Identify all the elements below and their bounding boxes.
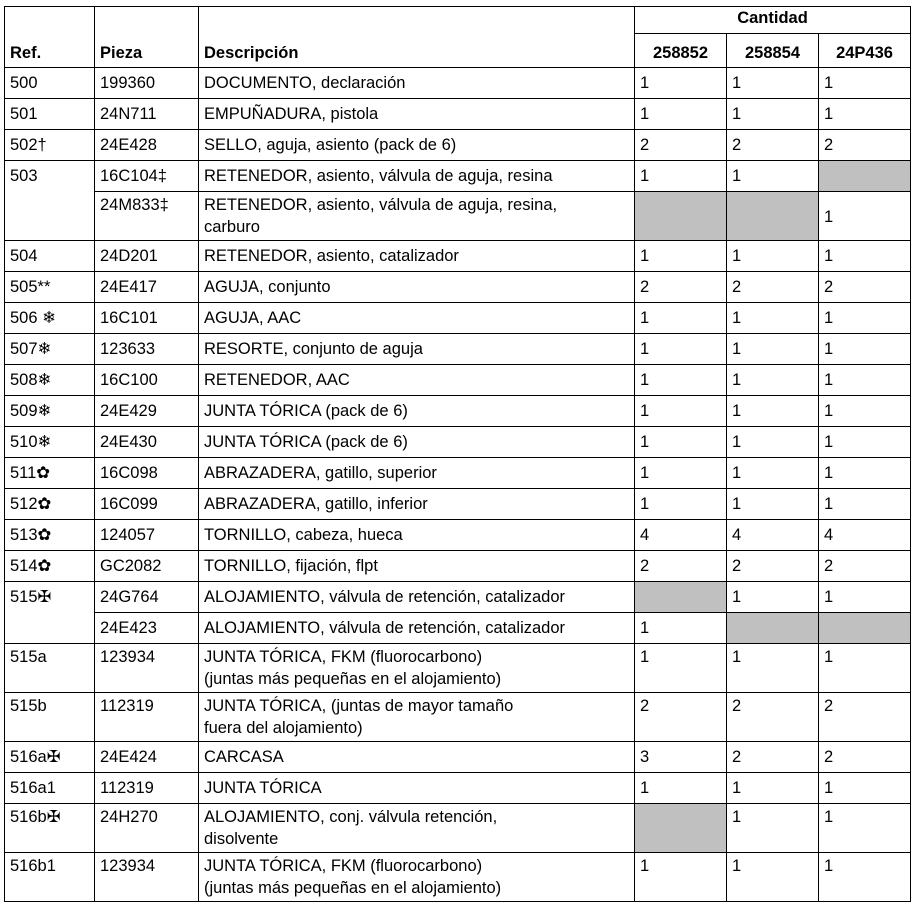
quantity-cell: 1 bbox=[819, 773, 911, 804]
description-cell bbox=[199, 241, 635, 272]
description-cell bbox=[199, 613, 635, 644]
description-line: DOCUMENTO, declaración bbox=[204, 74, 406, 92]
quantity-cell: 3 bbox=[635, 742, 727, 773]
part-number-cell: 24E417 bbox=[95, 272, 199, 303]
description-line: ABRAZADERA, gatillo, superior bbox=[204, 464, 437, 482]
quantity-cell: 2 bbox=[819, 742, 911, 773]
header-ref: Ref. bbox=[5, 7, 95, 68]
description-line: CARCASA bbox=[204, 748, 284, 766]
description-line: RETENEDOR, AAC bbox=[204, 371, 350, 389]
quantity-cell: 1 bbox=[819, 396, 911, 427]
quantity-cell: 1 bbox=[727, 489, 819, 520]
table-row bbox=[5, 334, 911, 365]
description-line: AGUJA, AAC bbox=[204, 309, 302, 327]
table-row bbox=[5, 427, 911, 458]
description-cell bbox=[199, 773, 635, 804]
description-line: (juntas más pequeñas en el alojamiento) bbox=[204, 670, 502, 688]
description-cell bbox=[199, 303, 635, 334]
ref-cell: 510❄ bbox=[5, 427, 95, 458]
table-row bbox=[5, 130, 911, 161]
description-cell bbox=[199, 272, 635, 303]
description-cell bbox=[199, 742, 635, 773]
ref-cell bbox=[5, 192, 95, 241]
ref-cell: 508❄ bbox=[5, 365, 95, 396]
table-row bbox=[5, 99, 911, 130]
quantity-cell: 1 bbox=[727, 427, 819, 458]
part-number-cell: 112319 bbox=[95, 773, 199, 804]
description-cell bbox=[199, 551, 635, 582]
ref-cell: 500 bbox=[5, 68, 95, 99]
part-number-cell: 123633 bbox=[95, 334, 199, 365]
quantity-cell: 1 bbox=[635, 853, 727, 902]
description-line: ALOJAMIENTO, conj. válvula retención, bbox=[204, 808, 498, 826]
description-line: fuera del alojamiento) bbox=[204, 719, 363, 737]
description-cell bbox=[199, 99, 635, 130]
table-row bbox=[5, 303, 911, 334]
description-line: TORNILLO, cabeza, hueca bbox=[204, 526, 403, 544]
quantity-cell: 1 bbox=[819, 804, 911, 853]
not-applicable-cell bbox=[819, 613, 911, 644]
quantity-cell: 1 bbox=[635, 458, 727, 489]
table-row bbox=[5, 520, 911, 551]
table-row bbox=[5, 68, 911, 99]
table-row bbox=[5, 241, 911, 272]
ref-cell: 509❄ bbox=[5, 396, 95, 427]
quantity-cell: 1 bbox=[727, 853, 819, 902]
description-cell bbox=[199, 161, 635, 192]
description-cell bbox=[199, 804, 635, 853]
quantity-cell: 1 bbox=[635, 365, 727, 396]
quantity-cell: 1 bbox=[819, 853, 911, 902]
quantity-cell: 2 bbox=[727, 551, 819, 582]
quantity-cell: 1 bbox=[819, 489, 911, 520]
table-row bbox=[5, 396, 911, 427]
description-line: ALOJAMIENTO, válvula de retención, catalizador bbox=[204, 588, 566, 606]
quantity-cell: 1 bbox=[727, 99, 819, 130]
ref-cell: 515b bbox=[5, 693, 95, 742]
part-number-cell: 24E424 bbox=[95, 742, 199, 773]
ref-cell: 505** bbox=[5, 272, 95, 303]
quantity-cell: 1 bbox=[635, 489, 727, 520]
quantity-cell: 1 bbox=[635, 613, 727, 644]
ref-cell: 516b✠ bbox=[5, 804, 95, 853]
description-line: disolvente bbox=[204, 830, 279, 848]
ref-cell: 512✿ bbox=[5, 489, 95, 520]
quantity-cell: 1 bbox=[727, 396, 819, 427]
part-number-cell: 24N711 bbox=[95, 99, 199, 130]
part-number-cell: 199360 bbox=[95, 68, 199, 99]
description-line: RETENEDOR, asiento, válvula de aguja, resina bbox=[204, 167, 553, 185]
part-number-cell: 112319 bbox=[95, 693, 199, 742]
description-cell bbox=[199, 365, 635, 396]
part-number-cell: GC2082 bbox=[95, 551, 199, 582]
header-quantity: Cantidad bbox=[635, 7, 911, 34]
ref-cell: 516b1 bbox=[5, 853, 95, 902]
table-row bbox=[5, 161, 911, 192]
quantity-cell: 1 bbox=[727, 458, 819, 489]
header-part: Pieza bbox=[95, 7, 199, 68]
table-row bbox=[5, 551, 911, 582]
description-line: EMPUÑADURA, pistola bbox=[204, 105, 379, 123]
table-row bbox=[5, 192, 911, 241]
part-number-cell: 16C100 bbox=[95, 365, 199, 396]
quantity-cell: 4 bbox=[727, 520, 819, 551]
ref-cell bbox=[5, 613, 95, 644]
ref-cell: 511✿ bbox=[5, 458, 95, 489]
part-number-cell: 16C104‡ bbox=[95, 161, 199, 192]
quantity-cell: 1 bbox=[819, 68, 911, 99]
description-line: RETENEDOR, asiento, válvula de aguja, resina, bbox=[204, 196, 558, 214]
ref-cell: 506 ❄ bbox=[5, 303, 95, 334]
ref-cell: 516a✠ bbox=[5, 742, 95, 773]
quantity-cell: 2 bbox=[635, 693, 727, 742]
quantity-cell: 1 bbox=[727, 241, 819, 272]
quantity-cell: 1 bbox=[819, 334, 911, 365]
description-line: ABRAZADERA, gatillo, inferior bbox=[204, 495, 428, 513]
description-cell bbox=[199, 68, 635, 99]
description-line: JUNTA TÓRICA (pack de 6) bbox=[204, 433, 408, 451]
quantity-cell: 1 bbox=[727, 334, 819, 365]
quantity-cell: 4 bbox=[819, 520, 911, 551]
ref-cell: 503 bbox=[5, 161, 95, 192]
quantity-cell: 2 bbox=[635, 130, 727, 161]
quantity-cell: 1 bbox=[819, 365, 911, 396]
part-number-cell: 24D201 bbox=[95, 241, 199, 272]
quantity-cell: 1 bbox=[635, 241, 727, 272]
quantity-cell: 1 bbox=[635, 68, 727, 99]
part-number-cell: 124057 bbox=[95, 520, 199, 551]
header-description: Descripción bbox=[199, 7, 635, 68]
description-cell bbox=[199, 130, 635, 161]
description-cell bbox=[199, 853, 635, 902]
ref-cell: 507❄ bbox=[5, 334, 95, 365]
part-number-cell: 123934 bbox=[95, 853, 199, 902]
table-row bbox=[5, 582, 911, 613]
description-cell bbox=[199, 489, 635, 520]
table-row bbox=[5, 804, 911, 853]
not-applicable-cell bbox=[727, 192, 819, 241]
description-cell bbox=[199, 396, 635, 427]
table-row bbox=[5, 489, 911, 520]
description-cell bbox=[199, 192, 635, 241]
part-number-cell: 24E428 bbox=[95, 130, 199, 161]
table-row bbox=[5, 365, 911, 396]
header-model: 24P436 bbox=[819, 34, 911, 68]
description-line: RETENEDOR, asiento, catalizador bbox=[204, 247, 459, 265]
table-row bbox=[5, 853, 911, 902]
table-row bbox=[5, 644, 911, 693]
quantity-cell: 1 bbox=[635, 427, 727, 458]
quantity-cell: 1 bbox=[819, 303, 911, 334]
description-cell bbox=[199, 582, 635, 613]
quantity-cell: 1 bbox=[819, 427, 911, 458]
parts-table bbox=[4, 6, 911, 902]
quantity-cell: 1 bbox=[635, 99, 727, 130]
ref-cell: 514✿ bbox=[5, 551, 95, 582]
ref-cell: 515a bbox=[5, 644, 95, 693]
table-row bbox=[5, 742, 911, 773]
quantity-cell: 1 bbox=[727, 804, 819, 853]
quantity-cell: 2 bbox=[727, 742, 819, 773]
quantity-cell: 2 bbox=[727, 130, 819, 161]
quantity-cell: 1 bbox=[819, 582, 911, 613]
ref-cell: 515✠ bbox=[5, 582, 95, 613]
quantity-cell: 2 bbox=[635, 272, 727, 303]
quantity-cell: 1 bbox=[635, 334, 727, 365]
description-cell bbox=[199, 427, 635, 458]
quantity-cell: 2 bbox=[635, 551, 727, 582]
description-line: JUNTA TÓRICA, FKM (fluorocarbono) bbox=[204, 857, 483, 875]
ref-cell: 504 bbox=[5, 241, 95, 272]
quantity-cell: 1 bbox=[635, 396, 727, 427]
quantity-cell: 1 bbox=[819, 458, 911, 489]
parts-table-body bbox=[5, 68, 911, 902]
description-line: TORNILLO, fijación, flpt bbox=[204, 557, 378, 575]
table-row bbox=[5, 773, 911, 804]
quantity-cell: 1 bbox=[635, 773, 727, 804]
part-number-cell: 16C098 bbox=[95, 458, 199, 489]
description-cell bbox=[199, 693, 635, 742]
table-row bbox=[5, 272, 911, 303]
quantity-cell: 2 bbox=[819, 551, 911, 582]
quantity-cell: 1 bbox=[819, 644, 911, 693]
not-applicable-cell bbox=[819, 161, 911, 192]
part-number-cell: 16C101 bbox=[95, 303, 199, 334]
description-line: JUNTA TÓRICA, FKM (fluorocarbono) bbox=[204, 648, 483, 666]
part-number-cell: 24H270 bbox=[95, 804, 199, 853]
part-number-cell: 24E429 bbox=[95, 396, 199, 427]
quantity-cell: 1 bbox=[727, 365, 819, 396]
quantity-cell: 1 bbox=[727, 68, 819, 99]
quantity-cell: 1 bbox=[819, 99, 911, 130]
quantity-cell: 1 bbox=[727, 161, 819, 192]
part-number-cell: 16C099 bbox=[95, 489, 199, 520]
description-line: JUNTA TÓRICA (pack de 6) bbox=[204, 402, 408, 420]
quantity-cell: 2 bbox=[727, 693, 819, 742]
quantity-cell: 1 bbox=[727, 303, 819, 334]
not-applicable-cell bbox=[635, 582, 727, 613]
quantity-cell: 4 bbox=[635, 520, 727, 551]
ref-cell: 501 bbox=[5, 99, 95, 130]
ref-cell: 513✿ bbox=[5, 520, 95, 551]
not-applicable-cell bbox=[727, 613, 819, 644]
quantity-cell: 2 bbox=[819, 693, 911, 742]
description-line: JUNTA TÓRICA bbox=[204, 779, 322, 797]
description-line: SELLO, aguja, asiento (pack de 6) bbox=[204, 136, 457, 154]
description-line: RESORTE, conjunto de aguja bbox=[204, 340, 423, 358]
quantity-cell: 1 bbox=[819, 241, 911, 272]
not-applicable-cell bbox=[635, 192, 727, 241]
header-model: 258854 bbox=[727, 34, 819, 68]
description-line: JUNTA TÓRICA, (juntas de mayor tamaño bbox=[204, 697, 514, 715]
table-row bbox=[5, 458, 911, 489]
table-row bbox=[5, 613, 911, 644]
header-model: 258852 bbox=[635, 34, 727, 68]
quantity-cell: 2 bbox=[819, 130, 911, 161]
quantity-cell: 2 bbox=[727, 272, 819, 303]
table-row bbox=[5, 693, 911, 742]
description-cell bbox=[199, 458, 635, 489]
ref-cell: 502† bbox=[5, 130, 95, 161]
quantity-cell: 2 bbox=[819, 272, 911, 303]
quantity-cell: 1 bbox=[727, 773, 819, 804]
quantity-cell: 1 bbox=[727, 582, 819, 613]
quantity-cell: 1 bbox=[727, 644, 819, 693]
not-applicable-cell bbox=[635, 804, 727, 853]
description-line: ALOJAMIENTO, válvula de retención, catalizador bbox=[204, 619, 566, 637]
description-line: (juntas más pequeñas en el alojamiento) bbox=[204, 879, 502, 897]
quantity-cell: 1 bbox=[635, 644, 727, 693]
quantity-cell: 1 bbox=[635, 161, 727, 192]
description-cell bbox=[199, 334, 635, 365]
description-line: AGUJA, conjunto bbox=[204, 278, 331, 296]
description-line: carburo bbox=[204, 218, 260, 236]
part-number-cell: 24E423 bbox=[95, 613, 199, 644]
part-number-cell: 24M833‡ bbox=[95, 192, 199, 241]
ref-cell: 516a1 bbox=[5, 773, 95, 804]
quantity-cell: 1 bbox=[819, 192, 911, 241]
description-cell bbox=[199, 520, 635, 551]
part-number-cell: 24G764 bbox=[95, 582, 199, 613]
description-cell bbox=[199, 644, 635, 693]
quantity-cell: 1 bbox=[635, 303, 727, 334]
part-number-cell: 24E430 bbox=[95, 427, 199, 458]
part-number-cell: 123934 bbox=[95, 644, 199, 693]
